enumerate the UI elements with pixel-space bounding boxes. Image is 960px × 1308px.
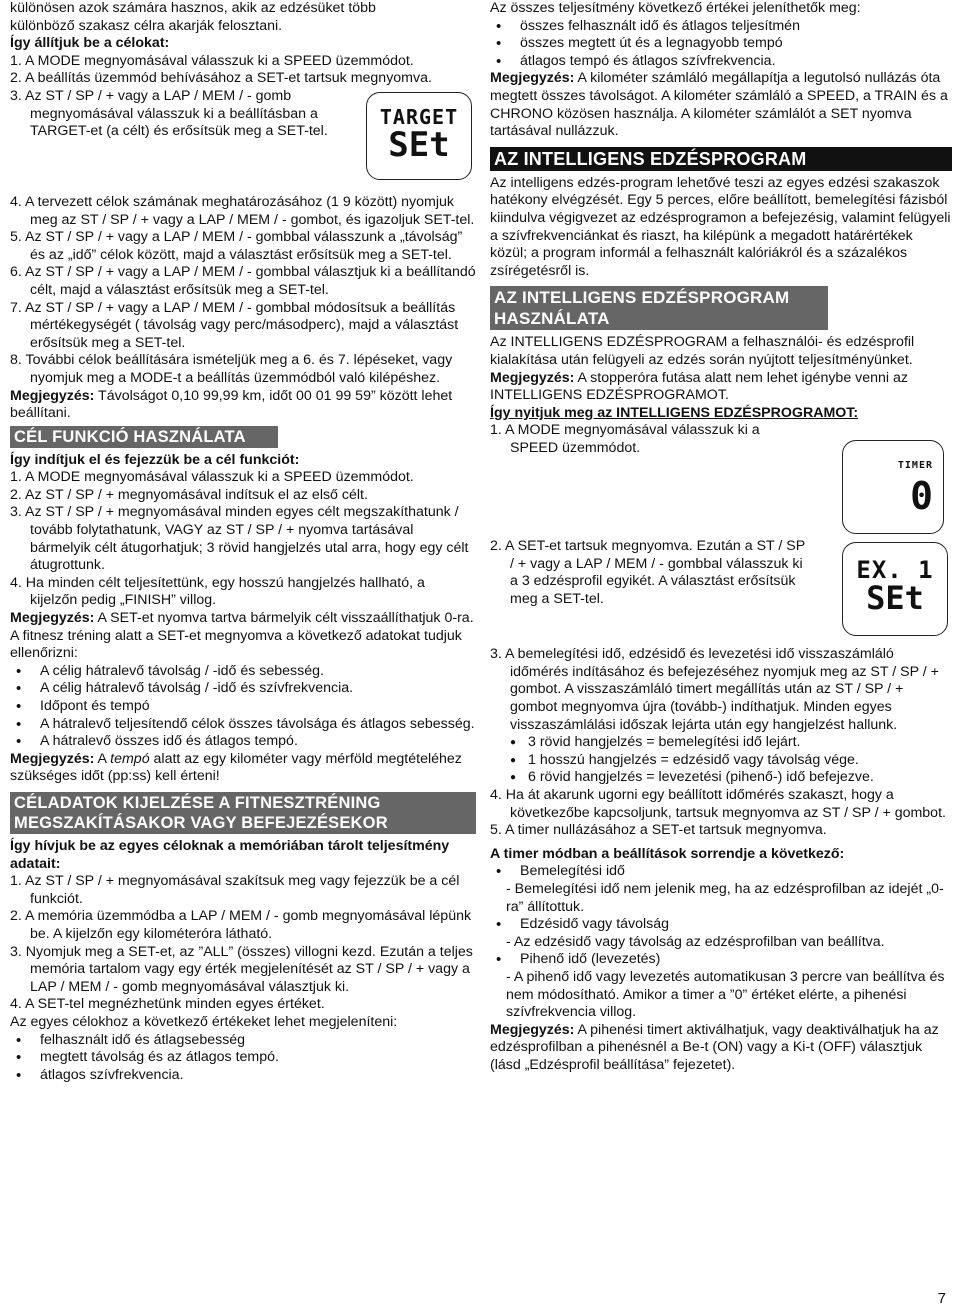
- heading-celadatok: CÉLADATOK KIJELZÉSE A FITNESZTRÉNING MEGSZAKÍTÁSAKOR VAGY BEFEJEZÉSEKOR: [10, 792, 476, 834]
- lcd-timer-value: 0: [910, 474, 933, 519]
- intro-line-1: különösen azok számára hasznos, akik az edzésüket több: [10, 0, 376, 16]
- list-item: • A célig hátralevő távolság / -idő és szívfrekvencia.: [10, 680, 476, 698]
- step-r-1: 1. A MODE megnyomásával válasszuk ki a SPEED üzemmódot.: [490, 422, 760, 456]
- list-item: • összes felhasznált idő és átlagos teljesítmén: [490, 18, 952, 36]
- step-r-4: 4. Ha át akarunk ugorni egy beállított időmérés szakaszt, hogy a következőbe kapcsoljunk, tartsuk megnyomva az ST / SP / + gombot.: [490, 787, 946, 821]
- list-item: • felhasznált idő és átlagsebesség: [10, 1032, 476, 1050]
- step-a-2: 2. A beállítás üzemmód behívásához a SET-et tartsuk megnyomva.: [10, 70, 432, 87]
- heading-intelligens: AZ INTELLIGENS EDZÉSPROGRAM: [490, 147, 952, 171]
- step-b-4: 4. A tervezett célok számának meghatározásához (1 9 között) nyomjuk meg az ST / SP / + vagy a LAP / MEM / - gombot, és igazoljuk SET-tel.: [10, 193, 475, 228]
- right-column: [490, 0, 952, 1075]
- order-item-title: • Bemelegítési idő: [490, 863, 952, 881]
- step-r-3: 3. A bemelegítési idő, edzésidő és levezetési idő visszaszámláló időmérés indításához és befejezéséhez nyomjuk meg az ST / SP / + gombot. A visszaszámláló timert megállítás után az ST / SP / + gombot megnyomva újra (tovább-) indíthatjuk. Minden egyes visszaszámlálási időszak lejárta után egy hangjelzést hallunk.: [490, 646, 939, 733]
- list-item: • átlagos tempó és átlagos szívfrekvencia.: [490, 53, 952, 71]
- left-column: [10, 0, 476, 1084]
- step-a-1: 1. A MODE megnyomásával válasszuk ki a SPEED üzemmódot.: [10, 52, 414, 69]
- lcd-ex1-text: EX. 1: [856, 556, 934, 585]
- page-number: 7: [937, 1290, 946, 1307]
- list-item: ● 3 rövid hangjelzés = bemelegítési idő lejárt.: [490, 734, 952, 752]
- total-intro: Az összes teljesítmény következő értékei jeleníthetők meg:: [490, 0, 861, 16]
- step-b-5: 5. Az ST / SP / + vagy a LAP / MEM / - gombbal válasszunk a „távolság” és az „idő” célok között, majd a választást erősítsük meg a SET-tel.: [10, 229, 463, 263]
- store-heading: Így hívjuk be az egyes céloknak a memóriában tárolt teljesítmény adatait:: [10, 837, 450, 872]
- lcd-ex1-set: [842, 542, 948, 636]
- order-item-title: • Edzésidő vagy távolság: [490, 916, 952, 934]
- lcd-target-set: [366, 92, 472, 180]
- lcd-timer-label: TIMER: [897, 460, 933, 472]
- step-b-7: 7. Az ST / SP / + vagy a LAP / MEM / - gombbal módosítsuk a beállítás mértékegységét ( távolság vagy perc/másodperc), majd a választást erősítsük meg a SET-tel.: [10, 299, 459, 351]
- order-item-detail: - A pihenő idő vagy levezetés automatikusan 3 percre van beállítva és nem módosítható. Amikor a timer a ”0” értéket elérte, a pihenési szívfrekvencia villog.: [506, 968, 945, 1021]
- list-item: • átlagos szívfrekvencia.: [10, 1067, 476, 1085]
- set-heading: Így állítjuk be a célokat:: [10, 35, 170, 52]
- list-item: ● 6 rövid hangjelzés = levezetési (pihenő-) idő befejezve.: [490, 769, 952, 787]
- note-2: Megjegyzés: A SET-et nyomva tartva bármelyik célt visszaállíthatjuk 0-ra.: [10, 610, 474, 627]
- start-heading: Így indítjuk el és fejezzük be a cél funkciót:: [10, 451, 300, 468]
- heading-cel-funkcio: CÉL FUNKCIÓ HASZNÁLATA: [10, 426, 278, 448]
- step-d-4: 4. A SET-tel megnézhetünk minden egyes értéket.: [10, 996, 325, 1013]
- heading-hasznalata: AZ INTELLIGENS EDZÉSPROGRAM HASZNÁLATA: [490, 286, 828, 330]
- use-text: Az INTELLIGENS EDZÉSPROGRAM a felhasználói- és edzésprofil kialakítása után felügyeli az edzés során nyújtott teljesítményünket.: [490, 334, 915, 368]
- lcd-timer: [842, 440, 944, 534]
- note-5: Megjegyzés: A stopperóra futása alatt nem lehet igénybe venni az INTELLIGENS EDZÉSPROGRAMOT.: [490, 369, 909, 404]
- note-1: Megjegyzés: Távolságot 0,10 99,99 km, időt 00 01 99 59” között lehet beállítani.: [10, 387, 453, 422]
- fitness-intro: A fitnesz tréning alatt a SET-et megnyomva a következő adatokat tudjuk ellenőrizni:: [10, 627, 462, 662]
- step-b-6: 6. Az ST / SP / + vagy a LAP / MEM / - gombbal választjuk ki a beállítandó célt, majd a választást erősítsük meg a SET-tel.: [10, 264, 476, 298]
- step-d-2: 2. A memória üzemmódba a LAP / MEM / - gomb megnyomásával lépünk be. A kijelzőn egy kilométeróra látható.: [10, 908, 472, 942]
- intel-text: Az intelligens edzés-program lehetővé teszi az egyes edzési szakaszok hatékony elvégzését. Egy 5 perces, előre beállított, bemelegítési fázisból kiindulva végigvezet az edzésprogramon a befejezésig, valamint felügyeli a szívfrekvenciánkat és riaszt, ha kilépünk a megadott határértékek közül; a program informál a felhasznált kalóriákról és a százalékos zsírégetésről is.: [490, 174, 951, 279]
- lcd-set2-text: SEt: [866, 579, 924, 618]
- order-heading: A timer módban a beállítások sorrendje a következő:: [490, 845, 845, 862]
- step-b-8: 8. További célok beállítására ismételjük meg a 6. és 7. lépéseket, vagy nyomjuk meg a MODE-t a beállítás üzemmódból való kilépéshez.: [10, 352, 453, 386]
- values-intro: Az egyes célokhoz a következő értékeket lehet megjeleníteni:: [10, 1013, 398, 1030]
- step-c-2: 2. Az ST / SP / + megnyomásával indítsuk el az első célt.: [10, 486, 368, 503]
- step-c-3: 3. Az ST / SP / + megnyomásával minden egyes célt megszakíthatunk / tovább folytathatunk, VAGY az ST / SP / + nyomva tartásával bármelyik célt átugorhatjuk; 3 rövid hangjelzés utal arra, hogy egy célt átugrottunk.: [10, 504, 469, 574]
- step-d-1: 1. Az ST / SP / + megnyomásával szakítsuk meg vagy fejezzük be a cél funkciót.: [10, 873, 460, 907]
- list-item: ● 1 hosszú hangjelzés = edzésidő vagy távolság vége.: [490, 752, 952, 770]
- step-r-5: 5. A timer nullázásához a SET-et tartsuk megnyomva.: [490, 822, 827, 839]
- step-a-3: 3. Az ST / SP / + vagy a LAP / MEM / - gomb megnyomásával válasszuk ki a beállításban a TARGET-et (a célt) és erősítsük meg a SET-tel.: [10, 87, 328, 140]
- lcd-set-text: SEt: [388, 124, 450, 165]
- order-item-detail: - Az edzésidő vagy távolság az edzésprofilban van beállítva.: [506, 933, 885, 950]
- step-c-4: 4. Ha minden célt teljesítettünk, egy hosszú hangjelzés hallható, a kijelzőn pedig „FINISH” villog.: [10, 574, 425, 609]
- order-item-title: • Pihenő idő (levezetés): [490, 951, 952, 969]
- open-heading: Így nyitjuk meg az INTELLIGENS EDZÉSPROGRAMOT:: [490, 404, 859, 421]
- list-item: • Időpont és tempó: [10, 698, 476, 716]
- list-item: • A hátralevő összes idő és átlagos tempó.: [10, 733, 476, 751]
- list-item: • A célig hátralevő távolság / -idő és sebesség.: [10, 663, 476, 681]
- list-item: • megtett távolság és az átlagos tempó.: [10, 1049, 476, 1067]
- note-4: Megjegyzés: A kilométer számláló megállapítja a legutolsó nullázás óta megtett összes távolságot. A kilométer számláló a SPEED, a TRAIN és a CHRONO közösen használja. A kilométer számlálót a SET nyomva tartásával nullázzuk.: [490, 70, 948, 140]
- note-6: Megjegyzés: A pihenési timert aktiválhatjuk, vagy deaktiválhatjuk ha az edzésprofilban a pihenésnél a Be-t (ON) vagy a Ki-t (OFF) választjuk (lásd „Edzésprofil beállítása” fejezetet).: [490, 1021, 939, 1073]
- step-d-3: 3. Nyomjuk meg a SET-et, az ”ALL” (összes) villogni kezd. Ezután a teljes memória tartalom vagy egy érték megjelenítését az ST / SP / + vagy a LAP / MEM / - gomb megnyomásával választjuk ki.: [10, 943, 473, 995]
- note-3: Megjegyzés: A tempó alatt az egy kilométer vagy mérföld megtételéhez szükséges időt (pp:ss) kell érteni!: [10, 750, 462, 785]
- list-item: • összes megtett út és a legnagyobb tempó: [490, 35, 952, 53]
- list-item: • A hátralevő teljesítendő célok összes távolsága és átlagos sebesség.: [10, 716, 476, 734]
- step-r-2: 2. A SET-et tartsuk megnyomva. Ezután a ST / SP / + vagy a LAP / MEM / - gombbal válasszuk ki a 3 edzésprofil egyikét. A választást erősítsük meg a SET-tel.: [490, 538, 805, 608]
- intro-line-2: különböző szakasz célra akarják felosztani.: [10, 17, 283, 34]
- lcd-target-text: TARGET: [379, 105, 459, 130]
- order-item-detail: - Bemelegítési idő nem jelenik meg, ha az edzésprofilban az idejét „0-ra” állítottuk.: [506, 881, 944, 915]
- step-c-1: 1. A MODE megnyomásával válasszuk ki a SPEED üzemmódot.: [10, 469, 414, 486]
